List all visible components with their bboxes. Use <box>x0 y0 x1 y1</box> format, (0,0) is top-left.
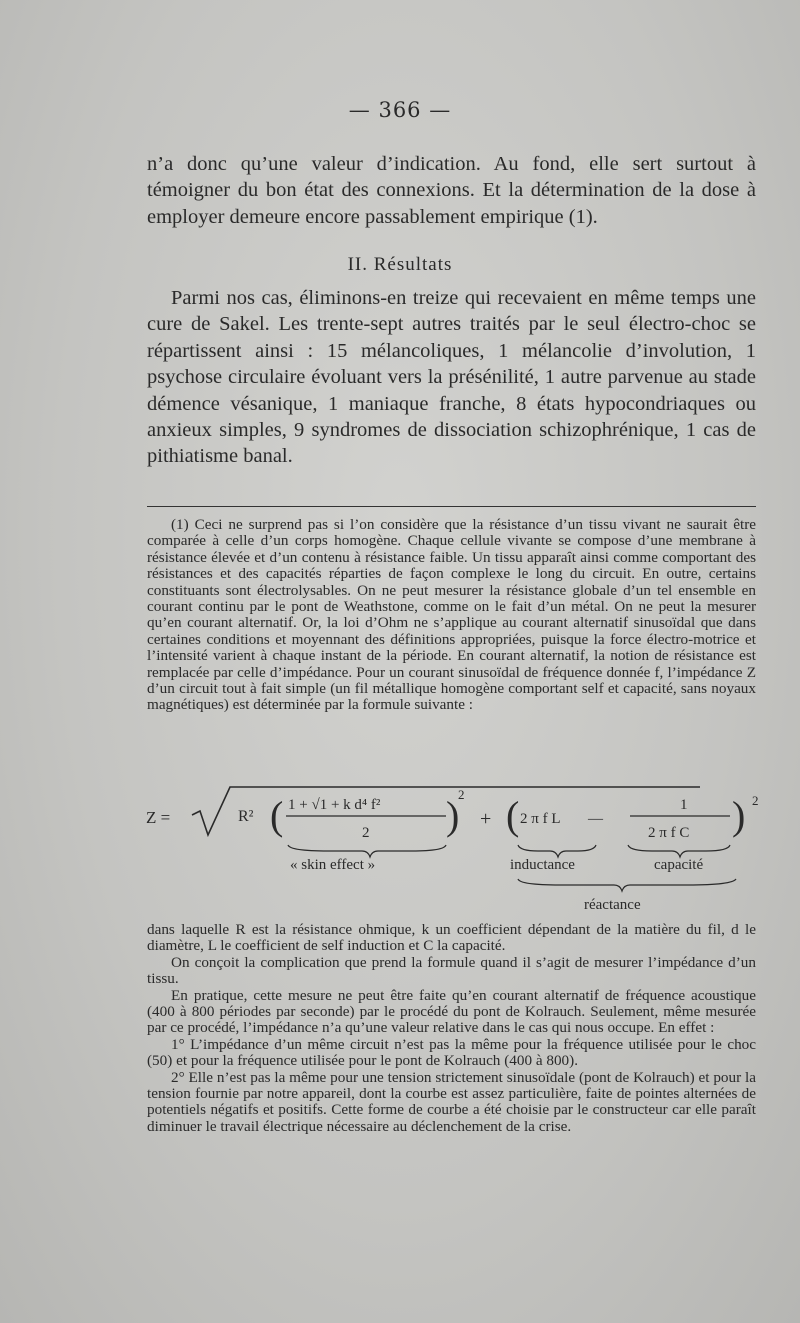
formula-numerator-3: 1 <box>680 797 688 813</box>
label-reactance: réactance <box>584 897 641 913</box>
paragraph-indication <box>147 151 756 230</box>
page-number: — 366 — <box>348 98 452 122</box>
footnote-intro <box>147 517 756 714</box>
formula-exponent-1: 2 <box>458 787 465 802</box>
formula-denominator-3: 2 π f C <box>648 825 690 841</box>
formula-denominator-1: 2 <box>362 825 370 841</box>
footnote-text: En pratique, cette mesure ne peut être faite qu’en courant alternatif de fréquence acoustique (400 à 800 périodes par seconde) par le procédé du pont de Kolrauch. Seulement, même mesurée par ce procédé, l’impédance n’a qu’une valeur relative dans le cas qui nous occupe. En effet : <box>147 986 756 1037</box>
footnote-separator <box>147 506 756 507</box>
label-capacite: capacité <box>654 857 704 873</box>
paren-open-icon: ( <box>270 793 284 838</box>
footnote-text: 2° Elle n’est pas la même pour une tension strictement sinusoïdale (pont de Kolrauch) et pour la tension fournie par notre appareil, dont la courbe est assez particulière, faite de pointes alternées de potentiels négatifs et positifs. Cette forme de courbe a été choisie par le constructeur car elle paraît diminuer le travail électrique nécessaire au déclenchement de la crise. <box>147 1068 756 1135</box>
impedance-formula <box>140 785 770 915</box>
formula-numerator-1: 1 + √1 + k d⁴ f² <box>288 797 381 813</box>
underbrace-icon <box>288 845 446 857</box>
label-skin-effect: « skin effect » <box>290 857 376 873</box>
footnote-continuation <box>147 922 756 1135</box>
paren-open-icon: ( <box>506 793 520 838</box>
formula-lhs: Z = <box>146 808 171 827</box>
formula-minus: — <box>588 811 603 827</box>
formula-r2: R² <box>238 808 254 825</box>
formula-inductive-term: 2 π f L <box>520 811 561 827</box>
underbrace-icon <box>628 845 730 857</box>
footnote-text: dans laquelle R est la résistance ohmique, k un coefficient dépendant de la matière du fil, d le diamètre, L le coefficient de self induction et C la capacité. <box>147 921 756 955</box>
formula-exponent-2: 2 <box>752 793 759 808</box>
paragraph-results <box>147 285 756 470</box>
underbrace-icon <box>518 879 736 891</box>
paragraph-text: n’a donc qu’une valeur d’indication. Au fond, elle sert surtout à témoigner du bon état des connexions. Et la détermination de la dose à employer demeure encore passablement empirique (1). <box>147 153 756 228</box>
footnote-text: On conçoit la complication que prend la formule quand il s’agit de mesurer l’impédance d’un tissu. <box>147 953 756 988</box>
footnote-text: 1° L’impédance d’un même circuit n’est pas la même pour la fréquence utilisée pour le choc (50) et pour la fréquence utilisée pour le pont de Kolrauch (400 à 800). <box>147 1035 756 1070</box>
section-heading: II. Résultats <box>347 254 453 275</box>
paragraph-text: Parmi nos cas, éliminons-en treize qui recevaient en même temps une cure de Sakel. Les trente-sept autres traités par le seul électro-choc se répartissent ainsi : 15 mélancoliques, 1 mélancolie d’involution, 1 psychose circulaire évoluant vers la présénilité, 1 autre parvenue au stade démence vésanique, 1 maniaque franche, 8 états hypocondriaques ou anxieux simples, 9 syndromes de dissociation schizophrénique, 1 cas de pithiatisme banal. <box>147 287 756 468</box>
footnote-text: (1) Ceci ne surprend pas si l’on considère que la résistance d’un tissu vivant ne saurait être comparée à celle d’un corps homogène. Chaque cellule vivante se compose d’une membrane à résistance élevée et d’un contenu à résistance faible. Un tissu apparaît ainsi comme comportant des résistances et des capacités réparties de façon complexe le long du circuit. En outre, certains constituants sont électrolysables. On ne peut mesurer la résistance globale d’un tel ensemble en courant continu par le pont de Weathstone, comme on le fait d’un métal. On ne peut la mesurer qu’en courant alternatif. Or, la loi d’Ohm ne s’applique au courant alternatif sinusoïdal que dans certaines conditions et moyennant des définitions appropriées, puisque la force électro-motrice et l’intensité varient à chaque instant de la période. En courant alternatif, la notion de résistance est remplacée par celle d’impédance. Pour un courant sinusoïdal de fréquence donnée f, l’impédance Z d’un circuit tout à fait simple (un fil métallique homogène comportant self et capacité, sans noyaux magnétiques) est déterminée par la formule suivante : <box>147 516 756 714</box>
label-inductance: inductance <box>510 857 575 873</box>
formula-plus: + <box>480 808 492 830</box>
underbrace-icon <box>518 845 596 857</box>
formula-graphic <box>140 785 770 915</box>
paren-close-icon: ) <box>446 793 460 838</box>
paren-close-icon: ) <box>732 793 746 838</box>
